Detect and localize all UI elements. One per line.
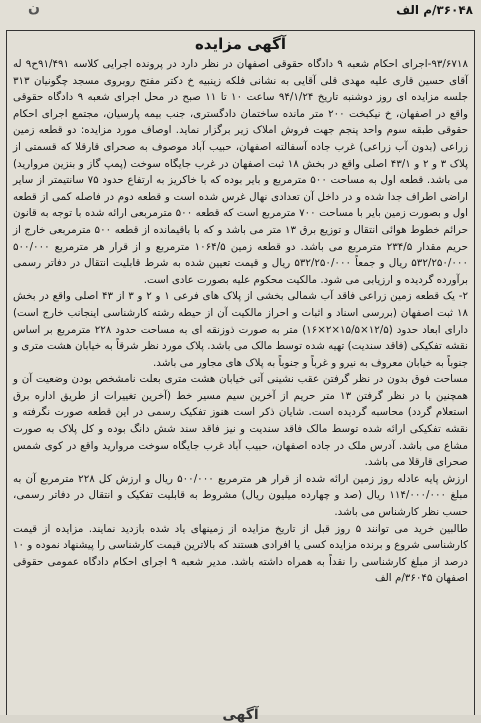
notice-paragraph-5: طالبین خرید می توانند ۵ روز قبل از تاریخ مزایده از زمینهای یاد شده بازدید نمایند. مزایده از قیمت کارشناسی شروع و برنده مزایده کسی یا افرادی هستند که بالاترین قیمت کارشناسی را پیشنهاد نموده و ۱۰ درصد از مبلغ کارشناسی را نقداً به همراه داشته باشد. مدیر شعبه ۹ اجرای احکام دادگاه عمومی حقوقی اصفهان ۳۶۰۴۵/م الف (13, 522, 468, 585)
next-notice-title-fragment: آگهی (222, 707, 259, 723)
notice-paragraph-2: ۲- یک قطعه زمین زراعی فاقد آب شمالی بخشی از پلاک های فرعی ۱ و ۲ و ۳ از ۴۳ اصلی واقع در بخش ۱۸ ثبت اصفهان (بررسی اسناد و اثبات و احراز مالکیت آن از حیطه رشته کارشناسی اینجانب خارج است) دارای ابعاد حدود (۱۲/۵×۱۵/۵×۲×۱۶) متر به صورت ذوزنقه ای به مساحت حدود ۲۲۸ مترمربع بر اساس نقشه تفکیکی (فاقد سندیت) تهیه شده توسط مالک می باشد. پلاک مورد نظر شرقاً به خیابان هشت متری و جنوباً به خیابان معروف به نیرو و غرباً و جنوباً به پلاک های مجاور می باشد. (13, 290, 468, 369)
notice-paragraph-3: مساحت فوق بدون در نظر گرفتن عقب نشینی آتی خیابان هشت متری بعلت نامشخص بودن وضعیت آن و همچنین با در نظر گرفتن ۱۳ متر حریم از آخرین سیم مسیر خط (آخرین تغییرات از طریق اداره برق استعلام گردد) محاسبه گردیده است. شایان ذکر است هنوز تفکیک رسمی در این قطعه صورت نگرفته و نقشه تفکیکی ارائه شده توسط مالک فاقد سندیت و نیز فاقد سند شش دانگ بوده و کل پلاک به صورت مشاع می باشد. آدرس ملک در جاده اصفهان، حبیب آباد غرب جایگاه سوخت مروارید واقع در کوی شمس صحرای قارقلا می باشد. (13, 373, 468, 469)
notice-paragraph-4: ارزش پایه عادله روز زمین ارائه شده از قرار هر مترمربع ۵۰۰/۰۰۰ ریال و ارزش کل ۲۲۸ مترمربع آن به مبلغ ۱۱۴/۰۰۰/۰۰۰ ریال (صد و چهارده میلیون ریال) مشروط به قابلیت تفکیک و انتقال در دفاتر رسمی، حسب نظر کارشناس می باشد. (13, 472, 469, 519)
auction-notice-box (6, 30, 475, 723)
corner-masthead-fragment: ن (28, 0, 40, 16)
notice-title: آگهی مزایده (194, 35, 287, 53)
notice-paragraph-1: ۹۳/۶۷۱۸-اجرای احکام شعبه ۹ دادگاه حقوقی اصفهان در نظر دارد در پرونده اجرایی کلاسه ۹۱/۴۹۱ح۹ له آقای حسین قاری علیه مهدی قلی آقایی به نشانی فلکه زینبیه خ دکتر مفتح روبروی مسجد چگونیان ۳۱۳ جلسه مزایده ای روز دوشنبه تاریخ ۹۴/۱/۲۴ ساعت ۱۰ تا ۱۱ صبح در محل اجرای شعبه ۹ دادگاه حقوقی واقع در اصفهان، خ نیکبخت ۲۰۰ متر مانده ساختمان دادگستری، جنب بیمه پارسیان، مجتمع اجرای احکام حقوقی طبقه سوم واحد پنجم جهت فروش املاک زیر برگزار نماید. اوصاف مورد مزایده: دو قطعه زمین زراعی (بدون آب زراعی) غرب جاده آسفالته اصفهان، حبیب آباد موصوف به صحرای قارقلا که قسمتی از پلاک ۳ و ۲ و ۴۳/۱ اصلی واقع در بخش ۱۸ ثبت اصفهان در غرب جایگاه سوخت (پمپ گاز و بنزین مروارید) می باشد. قطعه اول به مساحت ۵۰۰ مترمربع و بایر بوده که با خاکریز به ارتفاع حدود ۷۵ سانتیمتر از سایر اراضی اطراف جدا شده و در داخل آن تعدادی نهال غرس شده است و قطعه دوم در فاصله کمی از قطعه اول و بصورت زمین بایر با مساحت ۷۰۰ مترمربع است که قطعه ۵۰۰ مترمربعی ارائه شده با توجه به قانون حرائم خطوط هوائی انتقال و توزیع برق ۱۳ متر می باشد و که با باقیمانده از قطعه ۵۰۰ مترمربعی خارج از حریم مقدار ۲۳۴/۵ مترمربع می باشد. دو قطعه زمین ۱۰۶۴/۵ مترمربع و از قرار هر مترمربع ۵۰۰/۰۰۰ ۵۳۲/۲۵۰/۰۰۰ ریال و جمعاً ۵۳۲/۲۵۰/۰۰۰ ریال و قیمت تعیین شده به شرط قابلیت انتقال در دفاتر رسمی برآورده گردیده و ارزیابی می شود. مالکیت محکوم علیه بصورت عادی است. (13, 58, 469, 286)
notice-reference-number: ۳۶۰۴۸/م الف (396, 3, 473, 17)
